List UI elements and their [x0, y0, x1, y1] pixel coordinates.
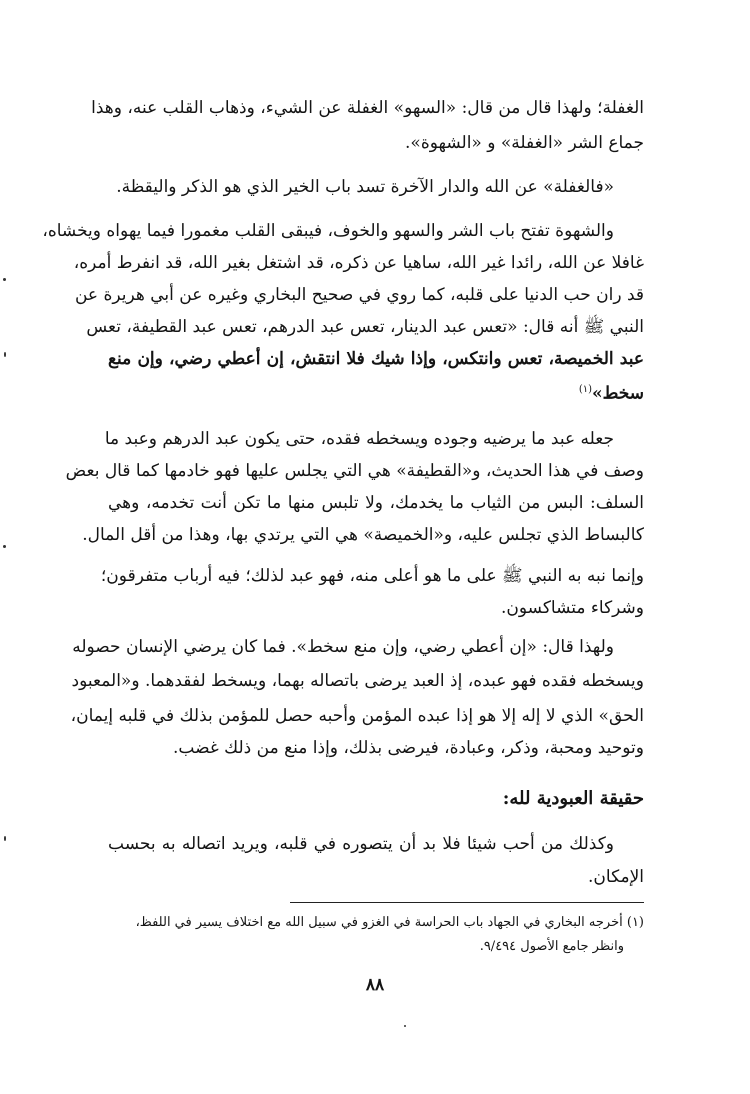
page-number: ٨٨ — [365, 975, 385, 995]
text-line: جعله عبد ما يرضيه وجوده ويسخطه فقده، حتى يكون عبد الدرهم وعبد ما — [104, 429, 614, 449]
text-line: كالبساط الذي تجلس عليه، و«الخميصة» هي التي يرتدي بها، وهذا من أقل المال. — [82, 525, 644, 545]
hadith-end: سخط» — [592, 383, 644, 404]
section-heading: حقيقة العبودية لله: — [502, 788, 644, 809]
footnote-line: (١) أخرجه البخاري في الجهاد باب الحراسة في الغزو في سبيل الله مع اختلاف يسير في اللفظ، — [135, 915, 644, 930]
text-line: «فالغفلة» عن الله والدار الآخرة تسد باب الخير الذي هو الذكر واليقظة. — [116, 177, 614, 197]
text-line: وشركاء متشاكسون. — [500, 598, 644, 618]
text-line: ويسخطه فقده فهو عبده، إذ العبد يرضى باتصاله بهما، ويسخط لفقدهما. و«المعبود — [71, 671, 644, 691]
text-line: وكذلك من أحب شيئا فلا بد أن يتصوره في قلبه، ويريد اتصاله به بحسب — [108, 834, 614, 854]
text-line: وإنما نبه به النبي ﷺ على ما هو أعلى منه، فهو عبد لذلك؛ فيه أرباب متفرقون؛ — [100, 566, 644, 586]
text-line: السلف: البس من الثياب ما يخدمك، ولا تلبس منها ما تكن أنت تخدمه، وهي — [108, 493, 644, 513]
text-line: غافلا عن الله، رائدا غير الله، ساهيا عن ذكره، قد اشتغل بغير الله، قد انفرط أمره، — [73, 253, 644, 273]
footnote-separator — [290, 902, 644, 903]
text-line: النبي ﷺ أنه قال: «تعس عبد الدينار، تعس عبد الدرهم، تعس عبد القطيفة، تعس — [86, 317, 644, 337]
text-line: الإمكان. — [588, 867, 644, 887]
scan-speck — [404, 1025, 406, 1027]
text-line: وصف في هذا الحديث، و«القطيفة» هي التي يجلس عليها فهو خادمها كما قال بعض — [65, 461, 644, 481]
scan-speck — [4, 836, 6, 841]
text-line: جماع الشر «الغفلة» و «الشهوة». — [405, 133, 644, 153]
scan-speck — [3, 278, 6, 281]
text-line: الغفلة؛ ولهذا قال من قال: «السهو» الغفلة عن الشيء، وذهاب القلب عنه، وهذا — [91, 98, 644, 118]
footnote-line: وانظر جامع الأصول ٩/٤٩٤. — [479, 939, 624, 954]
text-line: ولهذا قال: «إن أعطي رضي، وإن منع سخط». فما كان يرضي الإنسان حصوله — [72, 637, 614, 657]
text-line: وتوحيد ومحبة، وذكر، وعبادة، فيرضى بذلك، وإذا منع من ذلك غضب. — [173, 738, 644, 758]
text-line: الحق» الذي لا إله إلا هو إذا عبده المؤمن وأحبه حصل للمؤمن بذلك في قلبه إيمان، — [70, 706, 644, 726]
scan-speck — [4, 352, 6, 357]
hadith-line: عبد الخميصة، تعس وانتكس، وإذا شيك فلا انتقش، إن أعطي رضي، وإن منع — [108, 349, 644, 369]
text-line: والشهوة تفتح باب الشر والسهو والخوف، فيبقى القلب مغمورا فيما يهواه ويخشاه، — [42, 221, 614, 241]
footnote-marker: (١) — [578, 384, 593, 395]
scan-speck — [3, 545, 6, 548]
text-line: قد ران حب الدنيا على قلبه، كما روي في صحيح البخاري وغيره عن أبي هريرة عن — [74, 285, 644, 305]
hadith-line — [108, 375, 644, 405]
